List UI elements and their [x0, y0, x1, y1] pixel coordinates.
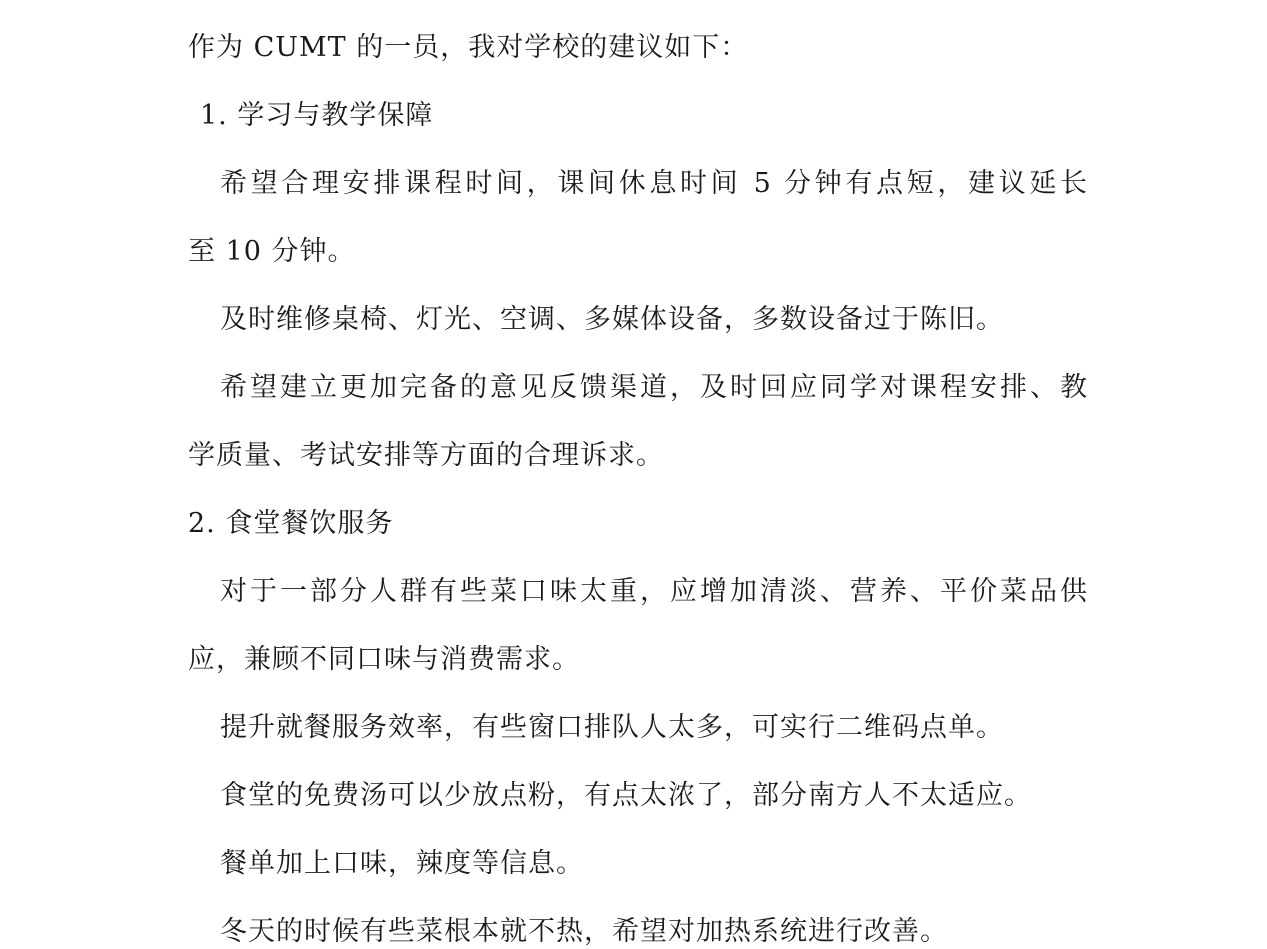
paragraph-line: 希望合理安排课程时间，课间休息时间 5 分钟有点短，建议延长: [220, 168, 1088, 199]
paragraph-line: 希望建立更加完备的意见反馈渠道，及时回应同学对课程安排、教: [220, 372, 1088, 403]
paragraph-line: 餐单加上口味，辣度等信息。: [220, 848, 584, 879]
paragraph-line: 食堂的免费汤可以少放点粉，有点太浓了，部分南方人不太适应。: [220, 780, 1032, 811]
paragraph-line: 应，兼顾不同口味与消费需求。: [188, 644, 580, 675]
paragraph-line: 学质量、考试安排等方面的合理诉求。: [188, 440, 664, 471]
paragraph-line: 提升就餐服务效率，有些窗口排队人太多，可实行二维码点单。: [220, 712, 1004, 743]
section-heading-study: 1. 学习与教学保障: [200, 100, 434, 131]
paragraph-line: 对于一部分人群有些菜口味太重，应增加清淡、营养、平价菜品供: [220, 576, 1088, 607]
paragraph-line: 冬天的时候有些菜根本就不热，希望对加热系统进行改善。: [220, 916, 948, 947]
paragraph-line: 及时维修桌椅、灯光、空调、多媒体设备，多数设备过于陈旧。: [220, 304, 1004, 335]
section-heading-canteen: 2. 食堂餐饮服务: [188, 508, 394, 539]
paragraph-line: 至 10 分钟。: [188, 236, 356, 267]
intro-line: 作为 CUMT 的一员，我对学校的建议如下：: [188, 32, 749, 63]
